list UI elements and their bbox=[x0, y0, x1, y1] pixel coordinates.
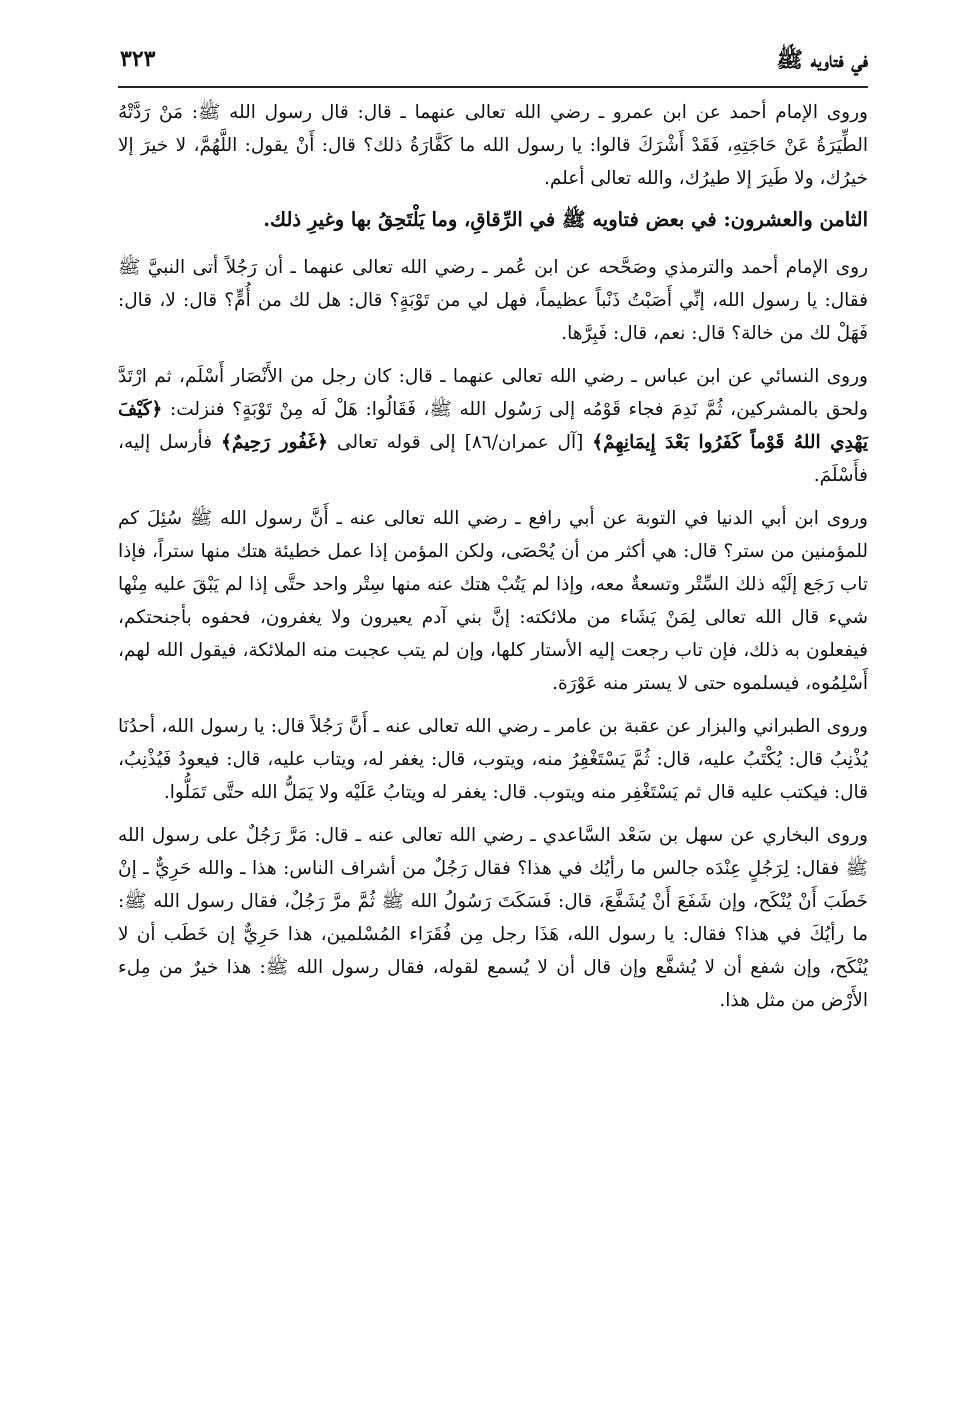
paragraph-tabarani: وروى الطبراني والبزار عن عقبة بن عامر ـ رضي الله تعالى عنه ـ أَنَّ رَجُلاً قال: يا رسول الله، أحدُنَا يُذْنِبُ قال: يُكْتَبُ عليه، قال: ثُمَّ يَسْتَغْفِرُ منه، ويتوب، قال: يغفر له، ويتاب عليه، قال: فيعودُ فَيُذْنِبُ، قال: فيكتب عليه قال ثم يَسْتَغْفِر منه ويتوب. قال: يغفر له ويتابُ عَلَيْه ولا يَمَلُّ الله حتَّى تَمَلُّوا. bbox=[118, 716, 868, 803]
paragraph-tawba-birr: روى الإمام أحمد والترمذي وصَحَّحه عن ابن عُمر ـ رضي الله تعالى عنهما ـ أن رَجُلاً أتى النبيَّ ﷺ فقال: يا رسول الله، إنِّي أَصَبْتُ ذَنْباً عظيماً، فهل لي من تَوْبَةٍ؟ قال: هل لك من أُمٍّ؟ قال: لا، قال: فَهَلْ لك من خالة؟ قال: نعم، قال: فَبِرَّها. bbox=[118, 257, 868, 344]
page-header bbox=[118, 40, 868, 88]
page-number: ٣٢٣ bbox=[120, 46, 156, 72]
header-rule bbox=[118, 86, 868, 88]
paragraph-abi-dunya: وروى ابن أبي الدنيا في التوبة عن أبي رافع ـ رضي الله تعالى عنه ـ أَنَّ رسول الله ﷺ سُئِلَ كم للمؤمنين من ستر؟ قال: هي أكثر من أن يُحْصَى، ولكن المؤمن إذا عمل خطيئة هتك منها ستراً، فإذا تاب رَجَع إلَيْه ذلك السِّتْر وتسعةٌ معه، وإذا لم يَتُبْ هتك عنه منها سِتْر واحد حتَّى إذا لم يَبْقَ عليه مِنْها شيء قال الله تعالى لِمَنْ يَشَاء من ملائكته: إنَّ بني آدم يعيرون ولا يغفرون، فحفوه بأجنحتكم، فيفعلون به ذلك، فإن تاب رجعت إليه الأستار كلها، وإن لم يتب عجبت منه الملائكة، فيقول الله لهم، أَسْلِمُوه، فيسلموه حتى لا يستر منه عَوْرَة. bbox=[118, 508, 868, 694]
paragraph-nasai-end: فأرسل إليه، فأَسْلَمَ. bbox=[118, 432, 868, 486]
page-body bbox=[118, 96, 868, 1371]
section-heading: الثامن والعشرون: في بعض فتاويه ﷺ في الرِّقاقِ، وما يَلْتَحِقُ بها وغيرِ ذلك. bbox=[263, 208, 868, 231]
quran-reference: [آل عمران/٨٦] إلى قوله تعالى bbox=[327, 432, 593, 453]
paragraph-bukhari: وروى البخاري عن سهل بن سَعْد السَّاعدي ـ رضي الله تعالى عنه ـ قال: مَرَّ رَجُلٌ على رسول الله ﷺ فقال: لِرَجُلٍ عِنْدَه جالس ما رأيُك في هذا؟ فقال رَجُلٌ من أشراف الناس: هذا ـ والله حَرِيٌّ ـ إنْ خَطَبَ أَنْ يُنْكَح، وإن شَفَعَ أَنْ يُشَفَّعَ، قال: فَسَكَتَ رَسُولُ الله ﷺ ثُمَّ مرَّ رَجُلٌ، فقال رسول الله ﷺ: ما رأيُكَ في هذا؟ فقال: يا رسول الله، هَذَا رجل مِن فُقَرَاء المُسْلمين، هذا حَرِيٌّ إن خَطَب أن لا يُنْكَح، وإن شفع أن لا يُشفَّع وإن قال أن لا يُسمع لقوله، فقال رسول الله ﷺ: هذا خيرٌ من مِلء الأَرْض من مثل هذا. bbox=[118, 825, 868, 1011]
running-title: في فتاويه ﷺ bbox=[776, 47, 868, 73]
paragraph-nasai bbox=[118, 360, 868, 492]
quran-quote: ﴿غَفُور رَحِيمٌ﴾ bbox=[221, 432, 328, 453]
paragraph-nasai-text: وروى النسائي عن ابن عباس ـ رضي الله تعالى عنهما ـ قال: كان رجل من الأَنْصَار أَسْلَم، ثم ارْتَدَّ ولحق بالمشركين، ثُمَّ نَدِمَ فجاء قَوْمُه إلى رَسُول الله ﷺ، فَقَالُوا: هَلْ لَه مِنْ تَوْبَةٍ؟ فنزلت: bbox=[118, 366, 868, 420]
quran-quote: ﴿كَيْفَ يَهْدِي اللهُ قَوْماً كَفَرُوا بَعْدَ إِيمَانِهِمْ﴾ bbox=[118, 399, 868, 453]
paragraph-ahmad-tiyara: وروى الإمام أحمد عن ابن عمرو ـ رضي الله تعالى عنهما ـ قال: قال رسول الله ﷺ: مَنْ رَدَّتْهُ الطِّيَرَةُ عَنْ حَاجَتِهِ، فَقَدْ أَشْرَكَ قالوا: يا رسول الله ما كَفَّارَةُ ذلك؟ قال: أَنْ يقول: اللَّهُمَّ، لا خيرَ إلا خيرُك، ولا طَيرَ إلا طيرُك، والله تعالى أعلم. bbox=[118, 102, 868, 189]
